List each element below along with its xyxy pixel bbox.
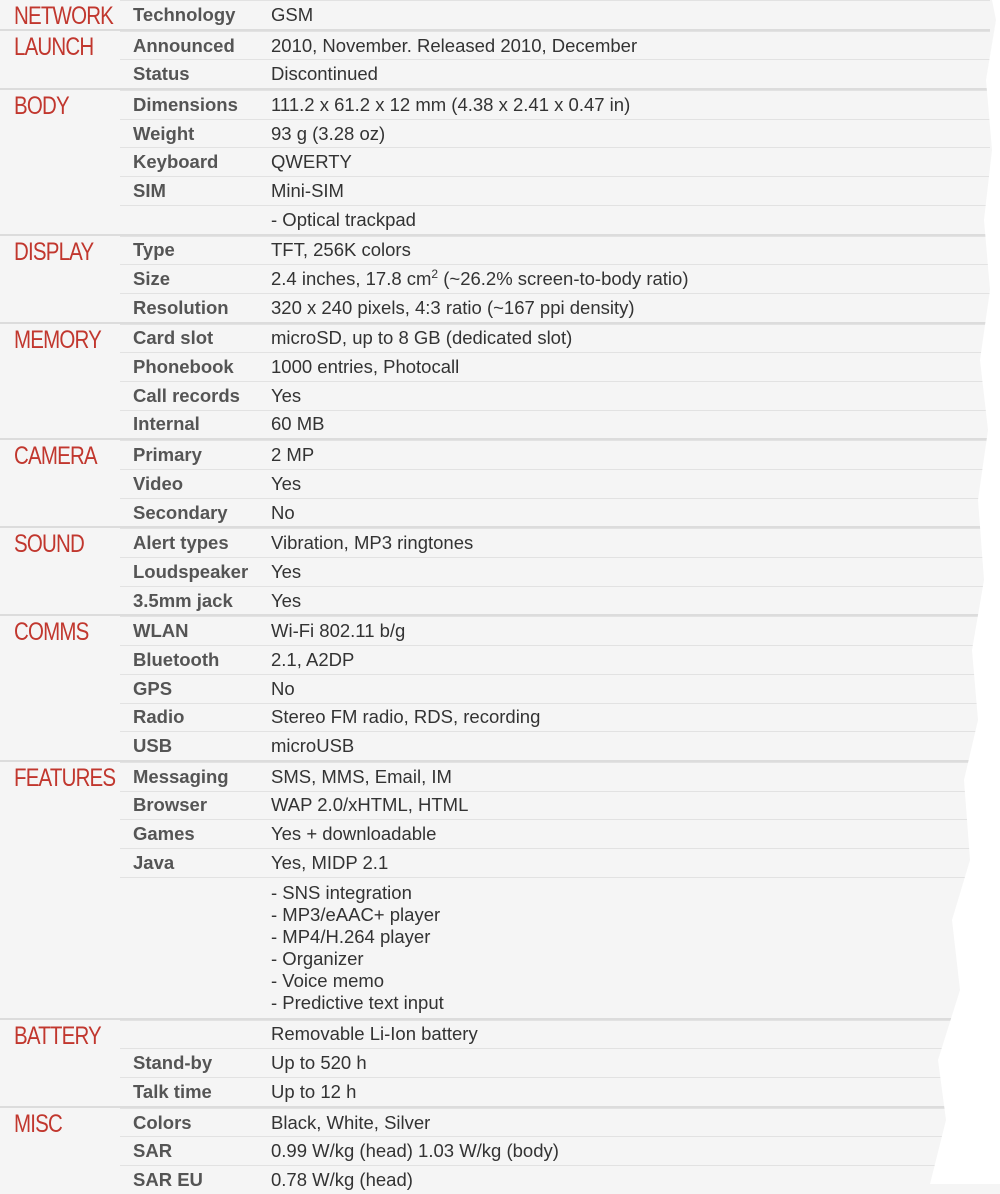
section-title: BATTERY	[14, 1021, 101, 1050]
spec-label[interactable]: Video	[133, 472, 184, 494]
spec-label[interactable]: Loudspeaker	[133, 560, 249, 582]
spec-value: 93 g (3.28 oz)	[271, 122, 386, 144]
spec-row-sim	[120, 176, 990, 205]
spec-row-technology	[120, 0, 990, 29]
spec-row-alert-types	[120, 528, 990, 557]
section-display	[0, 234, 990, 322]
spec-value: No	[271, 677, 295, 699]
spec-label[interactable]: Games	[133, 823, 195, 845]
spec-row-dimensions	[120, 90, 990, 119]
section-comms	[0, 614, 990, 759]
spec-row-wlan	[120, 616, 990, 645]
spec-label[interactable]: Stand-by	[133, 1052, 213, 1074]
spec-label[interactable]: Alert types	[133, 532, 229, 554]
spec-value: 60 MB	[271, 413, 325, 435]
spec-value: Yes	[271, 589, 302, 611]
spec-value: - Optical trackpad	[271, 208, 416, 230]
spec-value: Yes	[271, 384, 302, 406]
spec-label[interactable]: Size	[133, 268, 171, 290]
section-title: FEATURES	[14, 763, 116, 792]
section-camera	[0, 438, 990, 526]
section-title: DISPLAY	[14, 237, 94, 266]
spec-row-messaging	[120, 762, 990, 791]
spec-row-call-records	[120, 381, 990, 410]
spec-row-keyboard	[120, 147, 990, 176]
spec-value: SMS, MMS, Email, IM	[271, 765, 452, 787]
spec-label[interactable]: Primary	[133, 444, 202, 466]
spec-value: Discontinued	[271, 63, 378, 85]
spec-value: Up to 12 h	[271, 1080, 357, 1102]
spec-label[interactable]: 3.5mm jack	[133, 589, 233, 611]
spec-row-browser	[120, 791, 990, 820]
superscript: 2	[431, 267, 439, 282]
spec-label[interactable]: Browser	[133, 794, 208, 816]
section-battery	[0, 1018, 990, 1106]
section-title: BODY	[14, 92, 69, 121]
spec-row-size	[120, 264, 990, 293]
spec-label[interactable]: Phonebook	[133, 356, 234, 378]
spec-row-loudspeaker	[120, 557, 990, 586]
spec-value: Wi-Fi 802.11 b/g	[271, 620, 406, 642]
spec-row-video	[120, 469, 990, 498]
spec-value: Yes + downloadable	[271, 823, 437, 845]
spec-label[interactable]: Status	[133, 63, 190, 85]
spec-value: Vibration, MP3 ringtones	[271, 532, 474, 554]
spec-row-java	[120, 848, 990, 877]
spec-label[interactable]: Announced	[133, 34, 235, 56]
spec-label[interactable]: Type	[133, 239, 175, 261]
spec-value: 2.1, A2DP	[271, 648, 355, 670]
spec-value: Up to 520 h	[271, 1052, 367, 1074]
spec-row-games	[120, 819, 990, 848]
spec-row-blank	[120, 205, 990, 234]
spec-row-primary	[120, 440, 990, 469]
section-network	[0, 0, 990, 29]
spec-label[interactable]: Call records	[133, 384, 240, 406]
spec-value: Yes, MIDP 2.1	[271, 851, 389, 873]
section-title: COMMS	[14, 618, 89, 647]
spec-label[interactable]: Bluetooth	[133, 648, 220, 670]
spec-value: Yes	[271, 560, 302, 582]
section-title: NETWORK	[14, 2, 114, 30]
spec-value: Removable Li-Ion battery	[271, 1023, 478, 1045]
spec-label[interactable]: Java	[133, 851, 175, 873]
spec-label[interactable]: Radio	[133, 706, 185, 728]
spec-row-sar-eu	[120, 1165, 990, 1194]
spec-value	[271, 267, 689, 290]
spec-value: TFT, 256K colors	[271, 239, 411, 261]
section-title: CAMERA	[14, 442, 97, 471]
spec-value: 2010, November. Released 2010, December	[271, 34, 638, 56]
spec-value: Stereo FM radio, RDS, recording	[271, 706, 541, 728]
section-title: MEMORY	[14, 325, 101, 354]
spec-label[interactable]: Keyboard	[133, 151, 219, 173]
spec-value: microUSB	[271, 735, 355, 757]
spec-value: QWERTY	[271, 151, 352, 173]
spec-row-phonebook	[120, 352, 990, 381]
spec-label[interactable]: Card slot	[133, 327, 214, 349]
section-title: MISC	[14, 1109, 62, 1138]
spec-row-resolution	[120, 293, 990, 322]
spec-row-secondary	[120, 498, 990, 527]
spec-label[interactable]: Internal	[133, 413, 200, 435]
spec-row-3-5mm-jack	[120, 586, 990, 615]
spec-label[interactable]: SAR EU	[133, 1168, 203, 1190]
section-title: LAUNCH	[14, 32, 94, 61]
spec-row-bluetooth	[120, 645, 990, 674]
spec-label[interactable]: WLAN	[133, 620, 189, 642]
spec-row-radio	[120, 703, 990, 732]
spec-label[interactable]: Secondary	[133, 501, 228, 523]
spec-value: 0.99 W/kg (head) 1.03 W/kg (body)	[271, 1140, 559, 1162]
spec-label[interactable]: Messaging	[133, 765, 229, 787]
spec-row-gps	[120, 674, 990, 703]
spec-row-card-slot	[120, 324, 990, 353]
spec-value: No	[271, 501, 295, 523]
section-launch	[0, 29, 990, 88]
spec-row-weight	[120, 119, 990, 148]
spec-value: 111.2 x 61.2 x 12 mm (4.38 x 2.41 x 0.47 in)	[271, 93, 631, 115]
spec-value: 320 x 240 pixels, 4:3 ratio (~167 ppi density)	[271, 296, 635, 318]
spec-row-sar	[120, 1136, 990, 1165]
section-title: SOUND	[14, 530, 84, 559]
spec-label[interactable]: SAR	[133, 1140, 173, 1162]
spec-label[interactable]: GPS	[133, 677, 173, 699]
spec-label[interactable]: Technology	[133, 3, 236, 25]
spec-label[interactable]: Talk time	[133, 1080, 212, 1102]
section-memory	[0, 322, 990, 439]
spec-row-blank	[120, 877, 990, 1018]
spec-row-stand-by	[120, 1048, 990, 1077]
section-misc	[0, 1106, 990, 1194]
spec-value: Mini-SIM	[271, 179, 344, 201]
spec-value: - SNS integration - MP3/eAAC+ player - MP4/H.264 player - Organizer - Voice memo - Predictive text input	[271, 881, 444, 1013]
spec-row-type	[120, 236, 990, 265]
spec-value-text: 2.4 inches, 17.8 cm	[271, 268, 432, 290]
spec-value-text-after: (~26.2% screen-to-body ratio)	[438, 268, 689, 290]
spec-label[interactable]: SIM	[133, 179, 166, 201]
spec-label[interactable]: USB	[133, 735, 173, 757]
spec-label[interactable]: Weight	[133, 122, 195, 144]
spec-row-announced	[120, 31, 990, 60]
spec-value: Black, White, Silver	[271, 1111, 431, 1133]
section-sound	[0, 526, 990, 614]
spec-value: Yes	[271, 472, 302, 494]
spec-label[interactable]: Resolution	[133, 296, 229, 318]
spec-row-usb	[120, 731, 990, 760]
section-features	[0, 760, 990, 1018]
spec-row-internal	[120, 410, 990, 439]
spec-row-status	[120, 59, 990, 88]
spec-label[interactable]: Dimensions	[133, 93, 238, 115]
section-body	[0, 88, 990, 233]
spec-row-talk-time	[120, 1077, 990, 1106]
spec-value: 0.78 W/kg (head)	[271, 1168, 413, 1190]
spec-value: microSD, up to 8 GB (dedicated slot)	[271, 327, 573, 349]
spec-value: 1000 entries, Photocall	[271, 356, 460, 378]
spec-label[interactable]: Colors	[133, 1111, 192, 1133]
spec-row-colors	[120, 1108, 990, 1137]
spec-row-blank	[120, 1020, 990, 1049]
spec-value: GSM	[271, 3, 314, 25]
spec-value: 2 MP	[271, 444, 315, 466]
spec-value: WAP 2.0/xHTML, HTML	[271, 794, 469, 816]
